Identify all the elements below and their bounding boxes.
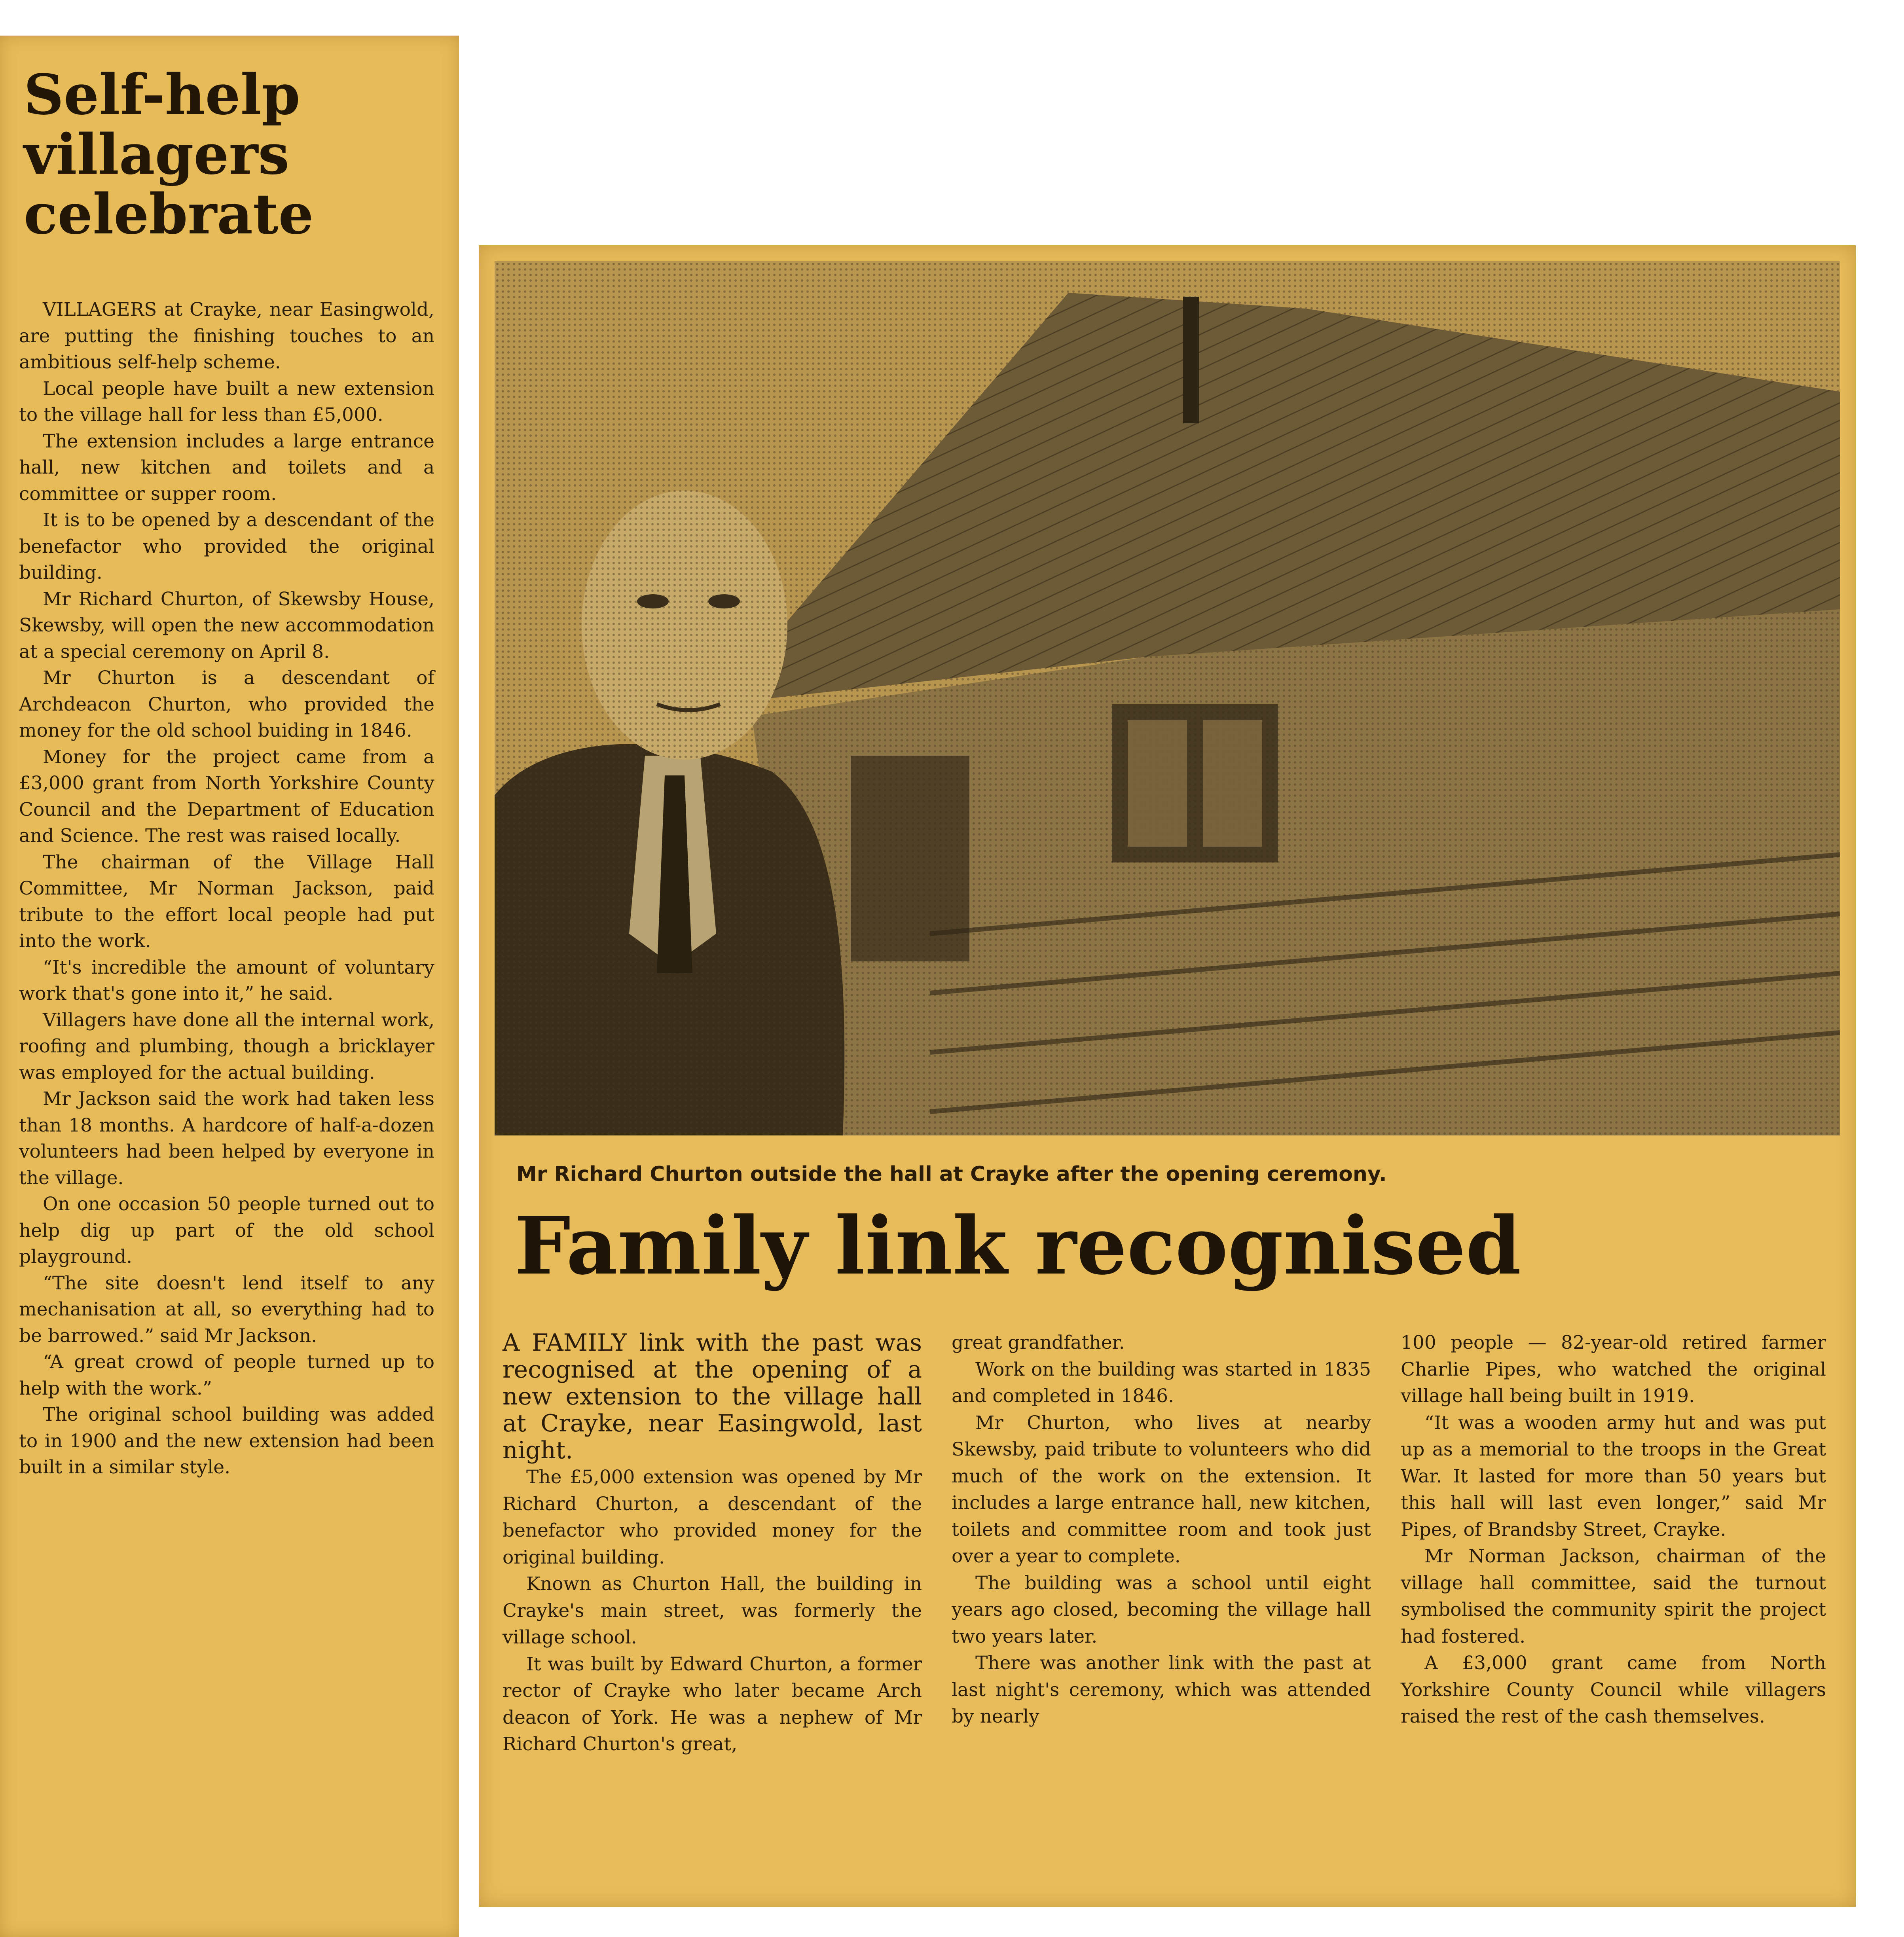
- left-headline-line: Self-help: [24, 63, 300, 127]
- left-paragraph: The extension includes a large entrance hall, new kitchen and toilets and a committee or supper room.: [19, 430, 434, 505]
- article-column-3: [1401, 1329, 1826, 1730]
- left-paragraph: Mr Jackson said the work had taken less than 18 months. A hardcore of half-a-dozen volunteers had been helped by everyone in the village.: [19, 1088, 434, 1189]
- left-paragraph: “A great crowd of people turned up to help with the work.”: [19, 1351, 434, 1399]
- column-paragraph: great grandfather.: [952, 1332, 1125, 1353]
- hall-photograph: [495, 261, 1840, 1135]
- left-paragraph: “It's incredible the amount of voluntary work that's gone into it,” he said.: [19, 956, 434, 1005]
- left-paragraph: Mr Churton is a descendant of Archdeacon Churton, who provided the money for the old school buiding in 1846.: [19, 667, 434, 741]
- column-paragraph: The £5,000 extension was opened by Mr Richard Churton, a descendant of the benefactor who provided money for the original building.: [503, 1466, 922, 1568]
- left-clipping: [0, 36, 459, 1937]
- left-paragraph: VILLAGERS at Crayke, near Easingwold, are putting the finishing touches to an ambitious self-help scheme.: [19, 299, 434, 373]
- left-paragraph: Villagers have done all the internal work, roofing and plumbing, though a bricklayer was employed for the actual building.: [19, 1009, 434, 1084]
- column-paragraph: A £3,000 grant came from North Yorkshire County Council while villagers raised the rest of the cash themselves.: [1401, 1652, 1826, 1727]
- left-paragraph: It is to be opened by a descendant of the benefactor who provided the original building.: [19, 509, 434, 584]
- column-paragraph: Mr Churton, who lives at nearby Skewsby, paid tribute to volunteers who did much of the work on the extension. It includes a large entrance hall, new kitchen, toilets and committee room and took just over a year to complete.: [952, 1412, 1371, 1567]
- left-paragraph: Mr Richard Churton, of Skewsby House, Skewsby, will open the new accommodation at a special ceremony on April 8.: [19, 588, 434, 663]
- left-paragraph: Local people have built a new extension to the village hall for less than £5,000.: [19, 377, 434, 426]
- left-paragraph: The chairman of the Village Hall Committee, Mr Norman Jackson, paid tribute to the effort local people had put into the work.: [19, 851, 434, 952]
- column-paragraph: Work on the building was started in 1835 and completed in 1846.: [952, 1358, 1371, 1407]
- right-clipping: [479, 245, 1856, 1907]
- column-paragraph: “It was a wooden army hut and was put up as a memorial to the troops in the Great War. It lasted for more than 50 years but this hall will last even longer,” said Mr Pipes, of Brandsby Street, Crayke.: [1401, 1412, 1826, 1541]
- left-headline: [24, 65, 443, 245]
- left-paragraph: The original school building was added to in 1900 and the new extension had been built in a similar style.: [19, 1404, 434, 1478]
- right-headline: Family link recognised: [514, 1200, 1521, 1293]
- hall-photo-image: [495, 261, 1840, 1135]
- column-paragraph: The building was a school until eight years ago closed, becoming the village hall two years later.: [952, 1572, 1371, 1647]
- left-paragraph: On one occasion 50 people turned out to help dig up part of the old school playground.: [19, 1193, 434, 1268]
- column-paragraph: 100 people — 82-year-old retired farmer Charlie Pipes, who watched the original village hall being built in 1919.: [1401, 1332, 1826, 1407]
- article-column-1: [503, 1329, 922, 1758]
- photo-caption: Mr Richard Churton outside the hall at Crayke after the opening ceremony.: [516, 1162, 1387, 1186]
- column-paragraph: Mr Norman Jackson, chairman of the village hall committee, said the turnout symbolised the community spirit the project had fostered.: [1401, 1545, 1826, 1647]
- column-paragraph: Known as Churton Hall, the building in Crayke's main street, was formerly the village school.: [503, 1573, 922, 1648]
- column-paragraph: It was built by Edward Churton, a former rector of Crayke who later became Arch deacon of York. He was a nephew of Mr Richard Churton's great,: [503, 1653, 922, 1755]
- lead-paragraph: A FAMILY link with the past was recognised at the opening of a new extension to the village hall at Crayke, near Easingwold, last night.: [503, 1329, 922, 1464]
- left-headline-line: villagers: [24, 122, 290, 188]
- left-paragraph: “The site doesn't lend itself to any mechanisation at all, so everything had to be barrowed.” said Mr Jackson.: [19, 1272, 434, 1347]
- article-column-2: [952, 1329, 1371, 1730]
- column-paragraph: There was another link with the past at last night's ceremony, which was attended by nearly: [952, 1652, 1371, 1727]
- left-headline-line: celebrate: [24, 182, 314, 247]
- left-article-body: [19, 297, 434, 1481]
- left-paragraph: Money for the project came from a £3,000 grant from North Yorkshire County Council and the Department of Education and Science. The rest was raised locally.: [19, 746, 434, 847]
